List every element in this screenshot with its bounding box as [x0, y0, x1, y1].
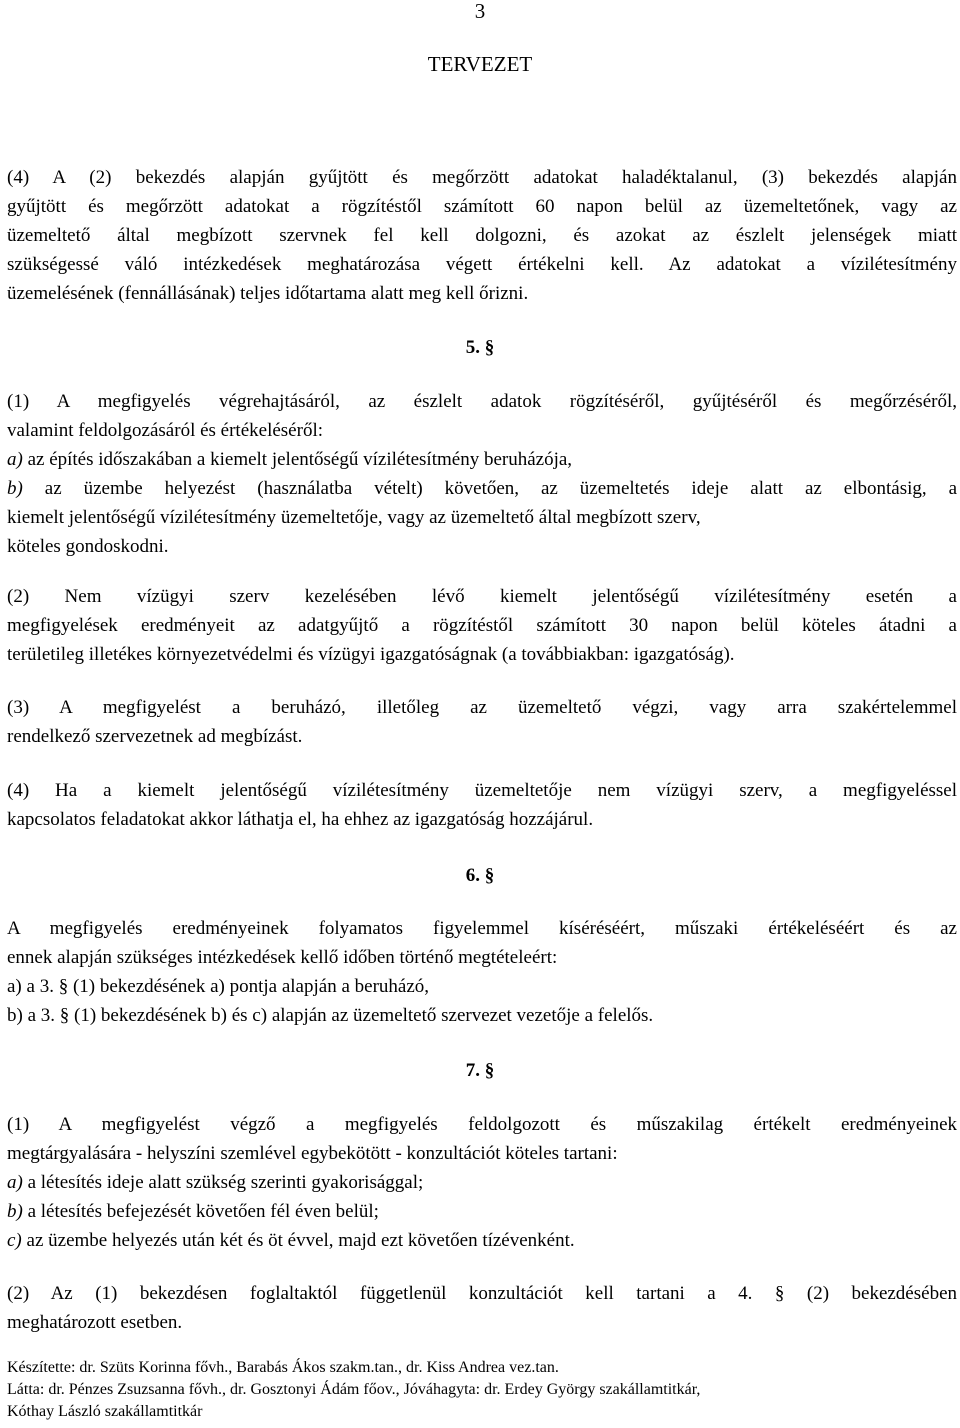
- text-line: (1) A megfigyelést végző a megfigyelés feldolgozott és műszakilag értékelt eredményeinek: [7, 1114, 957, 1135]
- list-item-a: [7, 445, 957, 474]
- item-text: a létesítés ideje alatt szükség szerinti gyakorisággal;: [22, 1172, 424, 1193]
- text-line: valamint feldolgozásáról és értékeléséről:: [7, 420, 324, 441]
- text-line: meghatározott esetben.: [7, 1312, 183, 1333]
- item-label: b): [7, 478, 23, 499]
- section-5-paragraph-4: [7, 776, 957, 834]
- footer-approved-by: Látta: dr. Pénzes Zsuzsanna fővh., dr. Gosztonyi Ádám főov., Jóváhagyta: dr. Erdey György szakállamtitkár,: [7, 1381, 701, 1398]
- document-footer: [7, 1357, 957, 1423]
- item-label: b): [7, 1201, 23, 1222]
- text-line: kiemelt jelentőségű vízilétesítmény üzemeltetője, vagy az üzemeltető által megbízott szerv,: [7, 507, 701, 528]
- text-line: a) a 3. § (1) bekezdésének a) pontja alapján a beruházó,: [7, 976, 430, 997]
- page-number: 3: [474, 0, 486, 23]
- item-label: a): [7, 449, 23, 470]
- text-line: szükségessé váló intézkedések meghatározása végett értékelni kell. Az adatokat a vízilétesítmény: [7, 254, 957, 275]
- section-6-paragraph: [7, 914, 957, 1030]
- paragraph-4-4: [7, 163, 957, 308]
- list-item-a: [7, 1168, 957, 1197]
- item-text: a létesítés befejezését követően fél éven belül;: [22, 1201, 379, 1222]
- footer-prepared-by: Készítette: dr. Szüts Korinna fővh., Barabás Ákos szakm.tan., dr. Kiss Andrea vez.tan.: [7, 1359, 559, 1376]
- item-text: az üzembe helyezést (használatba vételt) követően, az üzemeltetés ideje alatt az elbontásig, a: [22, 478, 957, 499]
- item-label: c): [7, 1230, 22, 1251]
- section-5-paragraph-3: [7, 693, 957, 751]
- text-line: területileg illetékes környezetvédelmi és vízügyi igazgatóságnak (a továbbiakban: igazgatóság).: [7, 644, 735, 665]
- text-line: megfigyelések eredményeit az adatgyűjtő a rögzítéstől számított 30 napon belül köteles átadni a: [7, 615, 957, 636]
- item-label: a): [7, 1172, 23, 1193]
- section-7-paragraph-1: [7, 1110, 957, 1255]
- text-line: b) a 3. § (1) bekezdésének b) és c) alapján az üzemeltető szervezet vezetője a felelős.: [7, 1005, 654, 1026]
- text-line: kapcsolatos feladatokat akkor láthatja el, ha ehhez az igazgatóság hozzájárul.: [7, 809, 594, 830]
- text-line: ennek alapján szükséges intézkedések kellő időben történő megtételeért:: [7, 947, 558, 968]
- section-7-paragraph-2: [7, 1279, 957, 1337]
- list-item-b: [7, 1197, 957, 1226]
- list-item-c: [7, 1226, 957, 1255]
- text-line: üzemeltető által megbízott szervnek fel kell dolgozni, és azokat az észlelt jelenségek miatt: [7, 225, 957, 246]
- text-line: (1) A megfigyelés végrehajtásáról, az észlelt adatok rögzítéséről, gyűjtéséről és megőrzéséről,: [7, 391, 957, 412]
- text-line: rendelkező szervezetnek ad megbízást.: [7, 726, 303, 747]
- text-line: (2) Az (1) bekezdésen foglaltaktól függetlenül konzultációt kell tartani a 4. § (2) bekezdésében: [7, 1283, 957, 1304]
- footer-approver-name: Kóthay László szakállamtitkár: [7, 1403, 203, 1420]
- section-5-heading: 5. §: [465, 337, 495, 358]
- text-line: üzemelésének (fennállásának) teljes időtartama alatt meg kell őrizni.: [7, 283, 529, 304]
- text-line: A megfigyelés eredményeinek folyamatos figyelemmel kíséréséért, műszaki értékeléséért és az: [7, 918, 957, 939]
- text-line: (3) A megfigyelést a beruházó, illetőleg az üzemeltető végzi, vagy arra szakértelemmel: [7, 697, 957, 718]
- section-5-paragraph-1: [7, 387, 957, 561]
- section-7-heading: 7. §: [465, 1060, 495, 1081]
- text-line: gyűjtött és megőrzött adatokat a rögzítéstől számított 60 napon belül az üzemeltetőnek, vagy az: [7, 196, 957, 217]
- text-line: (4) Ha a kiemelt jelentőségű vízilétesítmény üzemeltetője nem vízügyi szerv, a megfigyeléssel: [7, 780, 957, 801]
- list-item-b: [7, 474, 957, 503]
- item-text: az üzembe helyezés után két és öt évvel, majd ezt követően tízévenként.: [21, 1230, 575, 1251]
- text-line: (4) A (2) bekezdés alapján gyűjtött és megőrzött adatokat haladéktalanul, (3) bekezdés alapján: [7, 167, 957, 188]
- text-line: (2) Nem vízügyi szerv kezelésében lévő kiemelt jelentőségű vízilétesítmény esetén a: [7, 586, 957, 607]
- text-line: köteles gondoskodni.: [7, 536, 169, 557]
- text-line: megtárgyalására - helyszíni szemlével egybekötött - konzultációt köteles tartani:: [7, 1143, 618, 1164]
- document-status: TERVEZET: [427, 52, 533, 76]
- item-text: az építés időszakában a kiemelt jelentőségű vízilétesítmény beruházója,: [22, 449, 573, 470]
- section-6-heading: 6. §: [465, 865, 495, 886]
- section-5-paragraph-2: [7, 582, 957, 669]
